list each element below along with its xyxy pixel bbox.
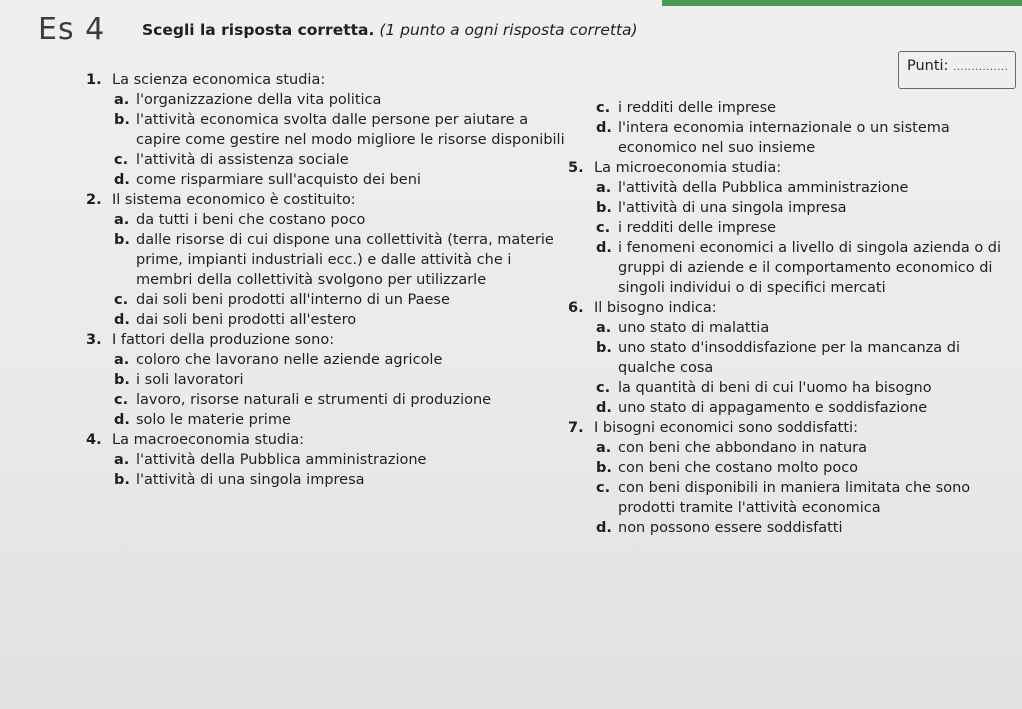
answer-option [86, 230, 566, 290]
option-letter: b. [114, 372, 130, 388]
question-heading [568, 418, 1008, 438]
option-letter: c. [596, 220, 611, 236]
question-number: 3. [86, 332, 102, 348]
option-letter: a. [114, 212, 130, 228]
answer-option [86, 110, 566, 150]
score-box [898, 51, 1016, 89]
instruction-points-note: (1 punto a ogni risposta corretta) [379, 21, 638, 39]
question-4-continuation [568, 98, 1008, 158]
answer-option [86, 350, 566, 370]
question-number: 4. [86, 432, 102, 448]
option-letter: d. [596, 520, 612, 536]
option-text: solo le materie prime [136, 412, 291, 428]
answer-option [568, 118, 1008, 158]
question-heading [86, 330, 566, 350]
answer-option [568, 458, 1008, 478]
question-text: La scienza economica studia: [112, 72, 326, 88]
question-number: 1. [86, 72, 102, 88]
option-letter: c. [114, 292, 129, 308]
option-letter: c. [114, 392, 129, 408]
option-letter: d. [114, 412, 130, 428]
answer-option [568, 478, 1008, 518]
answer-option [86, 390, 566, 410]
left-column [86, 70, 566, 490]
option-letter: a. [596, 180, 612, 196]
option-text: l'attività della Pubblica amministrazione [618, 180, 909, 196]
answer-option [86, 170, 566, 190]
option-letter: b. [114, 112, 130, 128]
answer-option [86, 450, 566, 470]
score-label: Punti: [907, 58, 949, 74]
answer-option [86, 470, 566, 490]
option-text: l'attività di assistenza sociale [136, 152, 349, 168]
option-text: come risparmiare sull'acquisto dei beni [136, 172, 421, 188]
option-text: i soli lavoratori [136, 372, 244, 388]
option-text: l'attività di una singola impresa [618, 200, 847, 216]
option-letter: b. [114, 232, 130, 248]
answer-option [568, 378, 1008, 398]
option-letter: a. [114, 452, 130, 468]
background-strip [662, 0, 1022, 6]
option-text: uno stato di malattia [618, 320, 770, 336]
option-text: con beni disponibili in maniera limitata che sono prodotti tramite l'attività economica [618, 480, 971, 516]
answer-option [568, 238, 1008, 298]
question-number: 6. [568, 300, 584, 316]
answer-option [86, 370, 566, 390]
option-text: l'organizzazione della vita politica [136, 92, 382, 108]
answer-option [568, 438, 1008, 458]
option-text: uno stato d'insoddisfazione per la mancanza di qualche cosa [618, 340, 961, 376]
option-text: l'attività economica svolta dalle persone per aiutare a capire come gestire nel modo migliore le risorse disponibili [136, 112, 565, 148]
question-3 [86, 330, 566, 430]
answer-option [568, 218, 1008, 238]
question-heading [86, 190, 566, 210]
answer-option [86, 150, 566, 170]
answer-option [86, 90, 566, 110]
option-letter: c. [596, 100, 611, 116]
question-heading [86, 70, 566, 90]
option-text: i fenomeni economici a livello di singola azienda o di gruppi di aziende e il comportamento economico di singoli individui o di specifici mercati [618, 240, 1002, 296]
option-letter: d. [596, 120, 612, 136]
question-1 [86, 70, 566, 190]
exercise-number: Es 4 [38, 12, 106, 47]
answer-option [568, 98, 1008, 118]
answer-option [568, 398, 1008, 418]
question-text: La microeconomia studia: [594, 160, 782, 176]
option-text: l'attività della Pubblica amministrazione [136, 452, 427, 468]
answer-option [86, 410, 566, 430]
option-text: la quantità di beni di cui l'uomo ha bisogno [618, 380, 932, 396]
option-letter: b. [596, 200, 612, 216]
option-letter: d. [596, 400, 612, 416]
option-text: coloro che lavorano nelle aziende agricole [136, 352, 443, 368]
answer-option [568, 178, 1008, 198]
answer-option [86, 310, 566, 330]
option-text: i redditi delle imprese [618, 100, 777, 116]
answer-option [568, 198, 1008, 218]
option-letter: b. [596, 460, 612, 476]
option-text: con beni che abbondano in natura [618, 440, 868, 456]
option-text: non possono essere soddisfatti [618, 520, 843, 536]
option-text: con beni che costano molto poco [618, 460, 859, 476]
question-2 [86, 190, 566, 330]
question-6 [568, 298, 1008, 418]
option-letter: d. [114, 172, 130, 188]
option-text: uno stato di appagamento e soddisfazione [618, 400, 928, 416]
option-text: dalle risorse di cui dispone una collettività (terra, materie prime, impianti industriali ecc.) e dalle attività che i membri della collettività svolgono per utilizzarle [136, 232, 554, 288]
question-text: La macroeconomia studia: [112, 432, 304, 448]
option-letter: d. [114, 312, 130, 328]
question-number: 5. [568, 160, 584, 176]
answer-option [86, 290, 566, 310]
option-letter: c. [114, 152, 129, 168]
option-text: da tutti i beni che costano poco [136, 212, 366, 228]
option-text: i redditi delle imprese [618, 220, 777, 236]
option-letter: c. [596, 480, 611, 496]
answer-option [568, 338, 1008, 378]
question-text: Il sistema economico è costituito: [112, 192, 356, 208]
question-7 [568, 418, 1008, 538]
option-letter: c. [596, 380, 611, 396]
option-text: l'attività di una singola impresa [136, 472, 365, 488]
answer-option [568, 518, 1008, 538]
answer-option [568, 318, 1008, 338]
question-5 [568, 158, 1008, 298]
answer-option [86, 210, 566, 230]
question-heading [568, 298, 1008, 318]
option-letter: a. [114, 352, 130, 368]
instruction-title: Scegli la risposta corretta. [142, 21, 375, 39]
question-text: I bisogni economici sono soddisfatti: [594, 420, 858, 436]
option-letter: a. [596, 320, 612, 336]
option-text: dai soli beni prodotti all'interno di un Paese [136, 292, 450, 308]
instruction [142, 21, 638, 39]
option-text: l'intera economia internazionale o un sistema economico nel suo insieme [618, 120, 950, 156]
score-blank: ............... [953, 62, 1009, 73]
option-letter: b. [114, 472, 130, 488]
question-heading [86, 430, 566, 450]
question-text: I fattori della produzione sono: [112, 332, 335, 348]
question-heading [568, 158, 1008, 178]
option-letter: b. [596, 340, 612, 356]
question-number: 7. [568, 420, 584, 436]
option-letter: a. [596, 440, 612, 456]
option-text: lavoro, risorse naturali e strumenti di produzione [136, 392, 492, 408]
question-text: Il bisogno indica: [594, 300, 717, 316]
option-text: dai soli beni prodotti all'estero [136, 312, 357, 328]
option-letter: d. [596, 240, 612, 256]
right-column [568, 98, 1008, 538]
question-number: 2. [86, 192, 102, 208]
question-4 [86, 430, 566, 490]
option-letter: a. [114, 92, 130, 108]
